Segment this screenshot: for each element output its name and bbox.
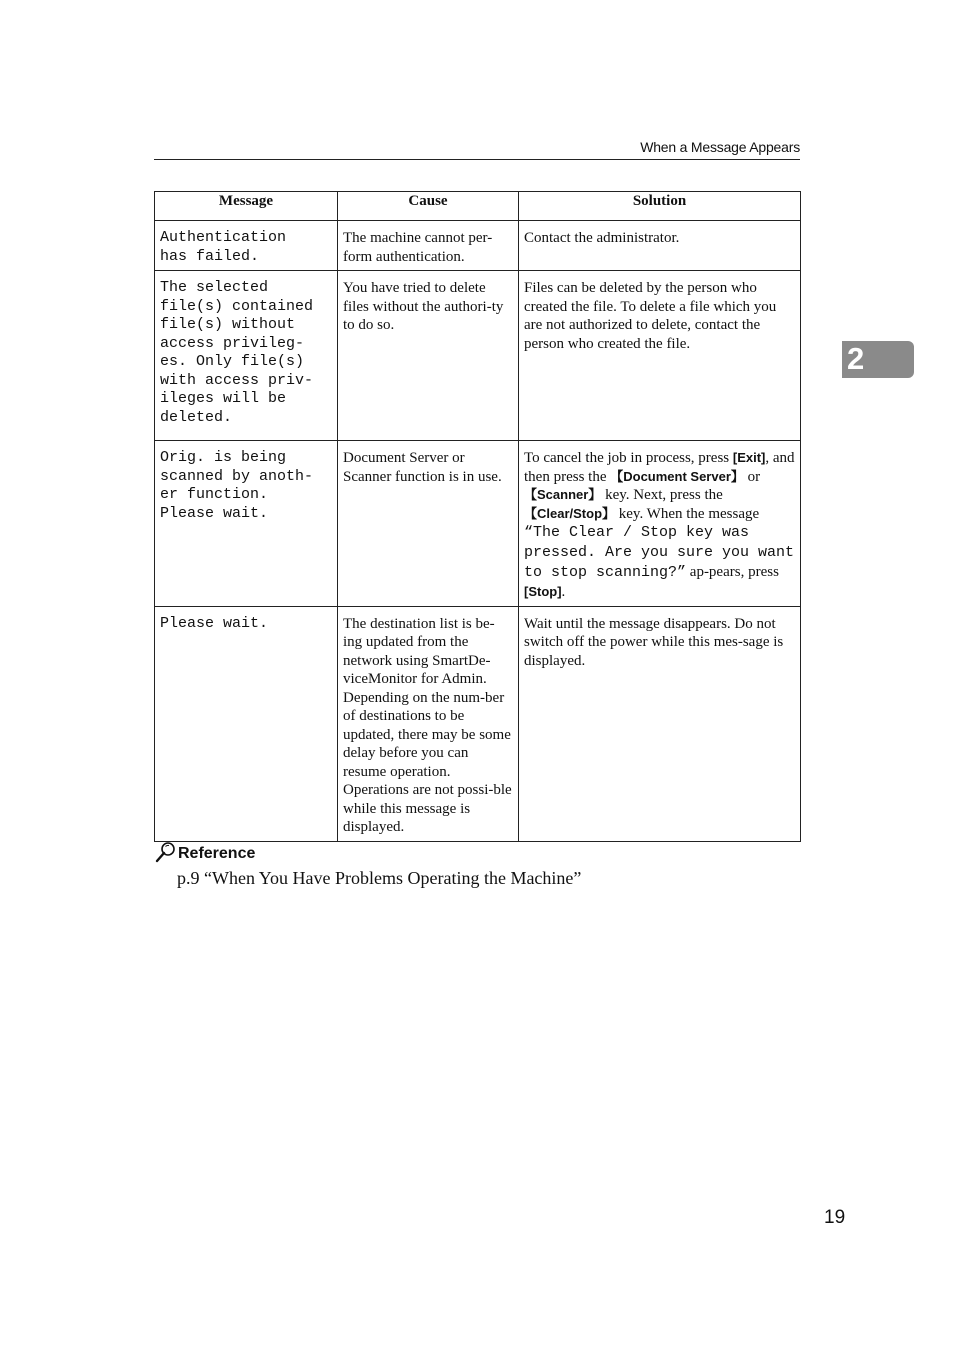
table-row	[155, 606, 801, 841]
message-cell: The selected file(s) contained file(s) without access privileg- es. Only file(s) with access priv- ileges will be deleted.	[155, 271, 338, 441]
table-row	[155, 441, 801, 607]
solution-text: or	[743, 468, 761, 485]
chapter-tab	[842, 341, 914, 378]
message-table	[154, 191, 801, 842]
running-header	[154, 138, 800, 160]
solution-cell: Contact the administrator.	[519, 221, 801, 271]
scanner-key-label: 【Scanner】	[524, 487, 602, 502]
column-header-solution: Solution	[519, 192, 801, 221]
table-header-row	[155, 192, 801, 221]
page-number: 19	[824, 1207, 846, 1228]
reference-link-text: p.9 “When You Have Problems Operating the Machine”	[177, 868, 582, 888]
solution-cell	[519, 441, 801, 607]
clear-stop-key-label: 【Clear/Stop】	[524, 505, 616, 521]
stop-key-label: [Stop]	[524, 584, 562, 599]
cause-cell: You have tried to delete files without the authori-ty to do so.	[338, 271, 519, 441]
running-title: When a Message Appears	[640, 139, 800, 155]
solution-text: ap-pears, press	[686, 564, 779, 580]
cause-cell: The destination list is be-ing updated from the network using SmartDe-viceMonitor for Admin. Depending on the num-ber of destinations to be updated, there may be some delay before you can resume operation. Operations are not possi-ble while this message is displayed.	[338, 606, 519, 841]
message-cell: Please wait.	[155, 606, 338, 841]
chapter-number: 2	[847, 341, 865, 376]
column-header-message: Message	[155, 192, 338, 221]
cause-cell: Document Server or Scanner function is in use.	[338, 441, 519, 607]
document-server-key-label: 【Document Server】	[610, 468, 744, 484]
table-row	[155, 221, 801, 271]
message-cell: Authentication has failed.	[155, 221, 338, 271]
cause-cell: The machine cannot per-form authentication.	[338, 221, 519, 271]
column-header-cause: Cause	[338, 192, 519, 221]
solution-cell: Files can be deleted by the person who created the file. To delete a file which you are not authorized to delete, contact the person who created the file.	[519, 271, 801, 441]
solution-cell: Wait until the message disappears. Do not switch off the power while this mes-sage is displayed.	[519, 606, 801, 841]
solution-text: key. Next, press the	[601, 487, 723, 503]
table-row	[155, 271, 801, 441]
exit-key-label: [Exit]	[732, 450, 766, 465]
message-cell: Orig. is being scanned by anoth- er function. Please wait.	[155, 441, 338, 607]
solution-text: .	[561, 584, 566, 600]
quoted-message: “The Clear / Stop key was pressed. Are you sure you want to stop scanning?”	[524, 524, 795, 581]
magnifier-icon	[154, 841, 176, 863]
solution-text: , and then press the	[524, 450, 795, 485]
solution-text: To cancel the job in process, press	[524, 450, 733, 466]
solution-text: key. When the message	[615, 505, 760, 522]
reference-label: Reference	[178, 845, 256, 862]
